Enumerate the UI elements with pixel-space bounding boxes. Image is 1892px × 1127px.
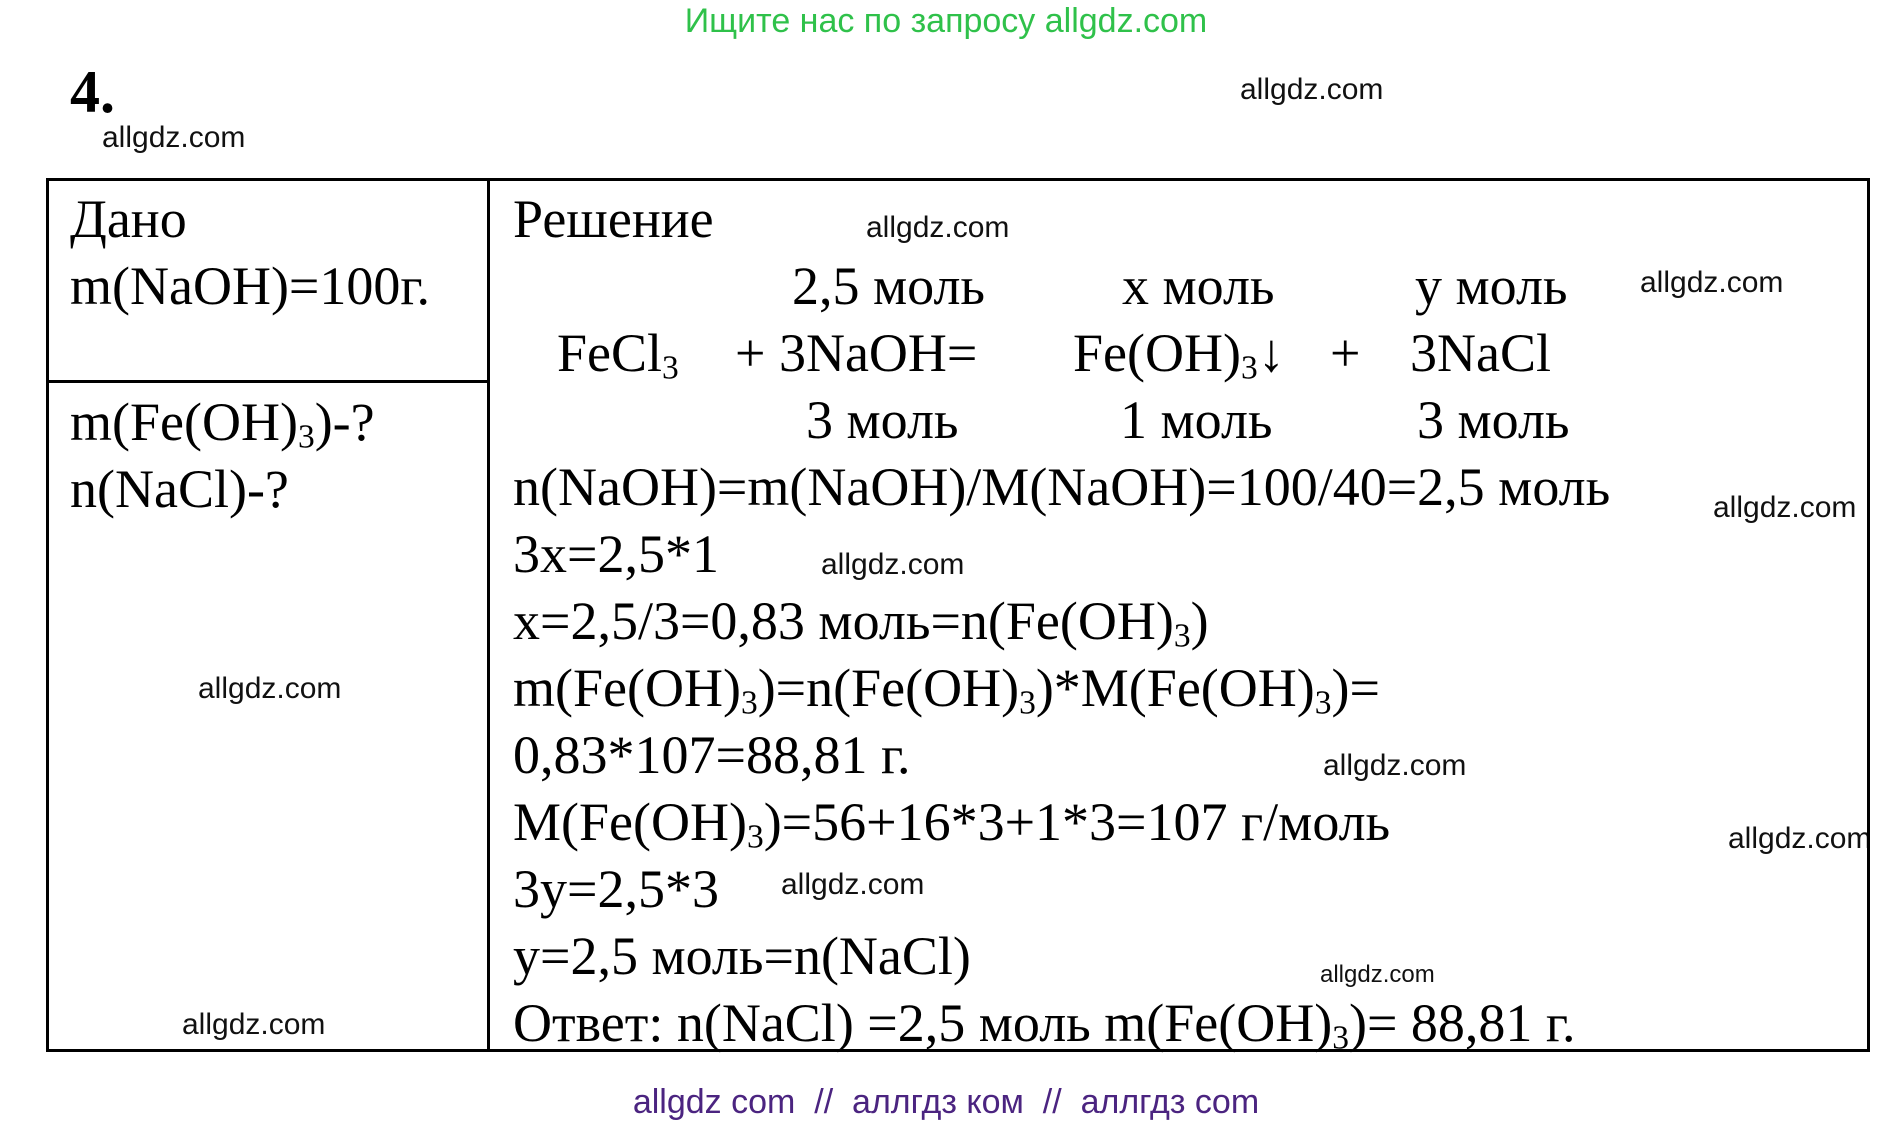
watermark: allgdz.com bbox=[1240, 73, 1384, 106]
table-given-divider bbox=[46, 380, 490, 383]
given-heading: Дано bbox=[70, 189, 187, 249]
watermark: allgdz.com bbox=[1713, 491, 1857, 524]
calc-line-mass-formula: $m(Fe(OH)_3)=n(Fe(OH)_3)*M(Fe(OH)_3)=$ bbox=[513, 658, 1380, 722]
coefficient-naoh: 3 моль bbox=[806, 390, 959, 450]
table-column-divider bbox=[487, 178, 490, 1052]
amount-naoh-given: 2,5 моль bbox=[792, 256, 986, 316]
find-mass-fe-oh-3: $m(Fe(OH)_3)-$? bbox=[70, 392, 375, 456]
product-fe-oh-3: $Fe(OH)_3↓$ bbox=[1073, 323, 1285, 387]
solution-heading: Решение bbox=[513, 189, 714, 249]
calc-line-amount-naoh: n(NaOH)=m(NaOH)/M(NaOH)=100/40=2,5 моль bbox=[513, 457, 1611, 517]
reactant-fecl3: FeCl$_3$ bbox=[557, 323, 679, 387]
watermark: allgdz.com bbox=[1323, 749, 1467, 782]
watermark: allgdz.com bbox=[1640, 266, 1784, 299]
precipitate-arrow-icon: ↓ bbox=[1257, 323, 1285, 383]
calc-line-molar-mass: $M(Fe(OH)_3)=56+16*3+1*3=107$ г/моль bbox=[513, 792, 1391, 856]
amount-nacl-unknown: у моль bbox=[1415, 256, 1568, 316]
calc-line-mass-value: 0,83*107=88,81 г. bbox=[513, 725, 911, 785]
calc-line-proportion-x: 3х=2,5*1 bbox=[513, 524, 719, 584]
watermark: allgdz.com bbox=[198, 672, 342, 705]
watermark: allgdz.com bbox=[866, 211, 1010, 244]
equation-plus: + bbox=[1330, 323, 1361, 383]
watermark: allgdz.com bbox=[1728, 822, 1872, 855]
given-mass-naoh: m(NaOH)=100г. bbox=[70, 256, 430, 316]
coefficient-nacl: 3 моль bbox=[1417, 390, 1570, 450]
task-number: 4. bbox=[70, 59, 115, 125]
find-amount-nacl: n(NaCl)-? bbox=[70, 459, 289, 519]
watermark: allgdz.com bbox=[1320, 961, 1435, 988]
calc-line-y-value: у=2,5 моль=n(NaCl) bbox=[513, 926, 971, 986]
answer-line: Ответ: n(NaCl) =2,5 моль $m(Fe(OH)_3)= 88,81$ г. bbox=[513, 993, 1576, 1057]
amount-fe-oh-3-unknown: х моль bbox=[1122, 256, 1275, 316]
watermark: allgdz.com bbox=[182, 1008, 326, 1041]
calc-line-x-value: х=2,5/3=0,83 $моль=n(Fe(OH)_3)$ bbox=[513, 591, 1209, 655]
calc-line-proportion-y: 3у=2,5*3 bbox=[513, 859, 719, 919]
reactant-naoh: + 3NaOH= bbox=[735, 323, 978, 383]
watermark: allgdz.com bbox=[821, 548, 965, 581]
product-nacl: 3NaCl bbox=[1410, 323, 1551, 383]
top-banner: Ищите нас по запросу allgdz.com bbox=[684, 2, 1208, 40]
watermark: allgdz.com bbox=[102, 121, 246, 154]
coefficient-fe-oh-3: 1 моль bbox=[1120, 390, 1273, 450]
bottom-footer: allgdz com // аллгдз ком // аллгдз com bbox=[632, 1083, 1260, 1121]
watermark: allgdz.com bbox=[781, 868, 925, 901]
